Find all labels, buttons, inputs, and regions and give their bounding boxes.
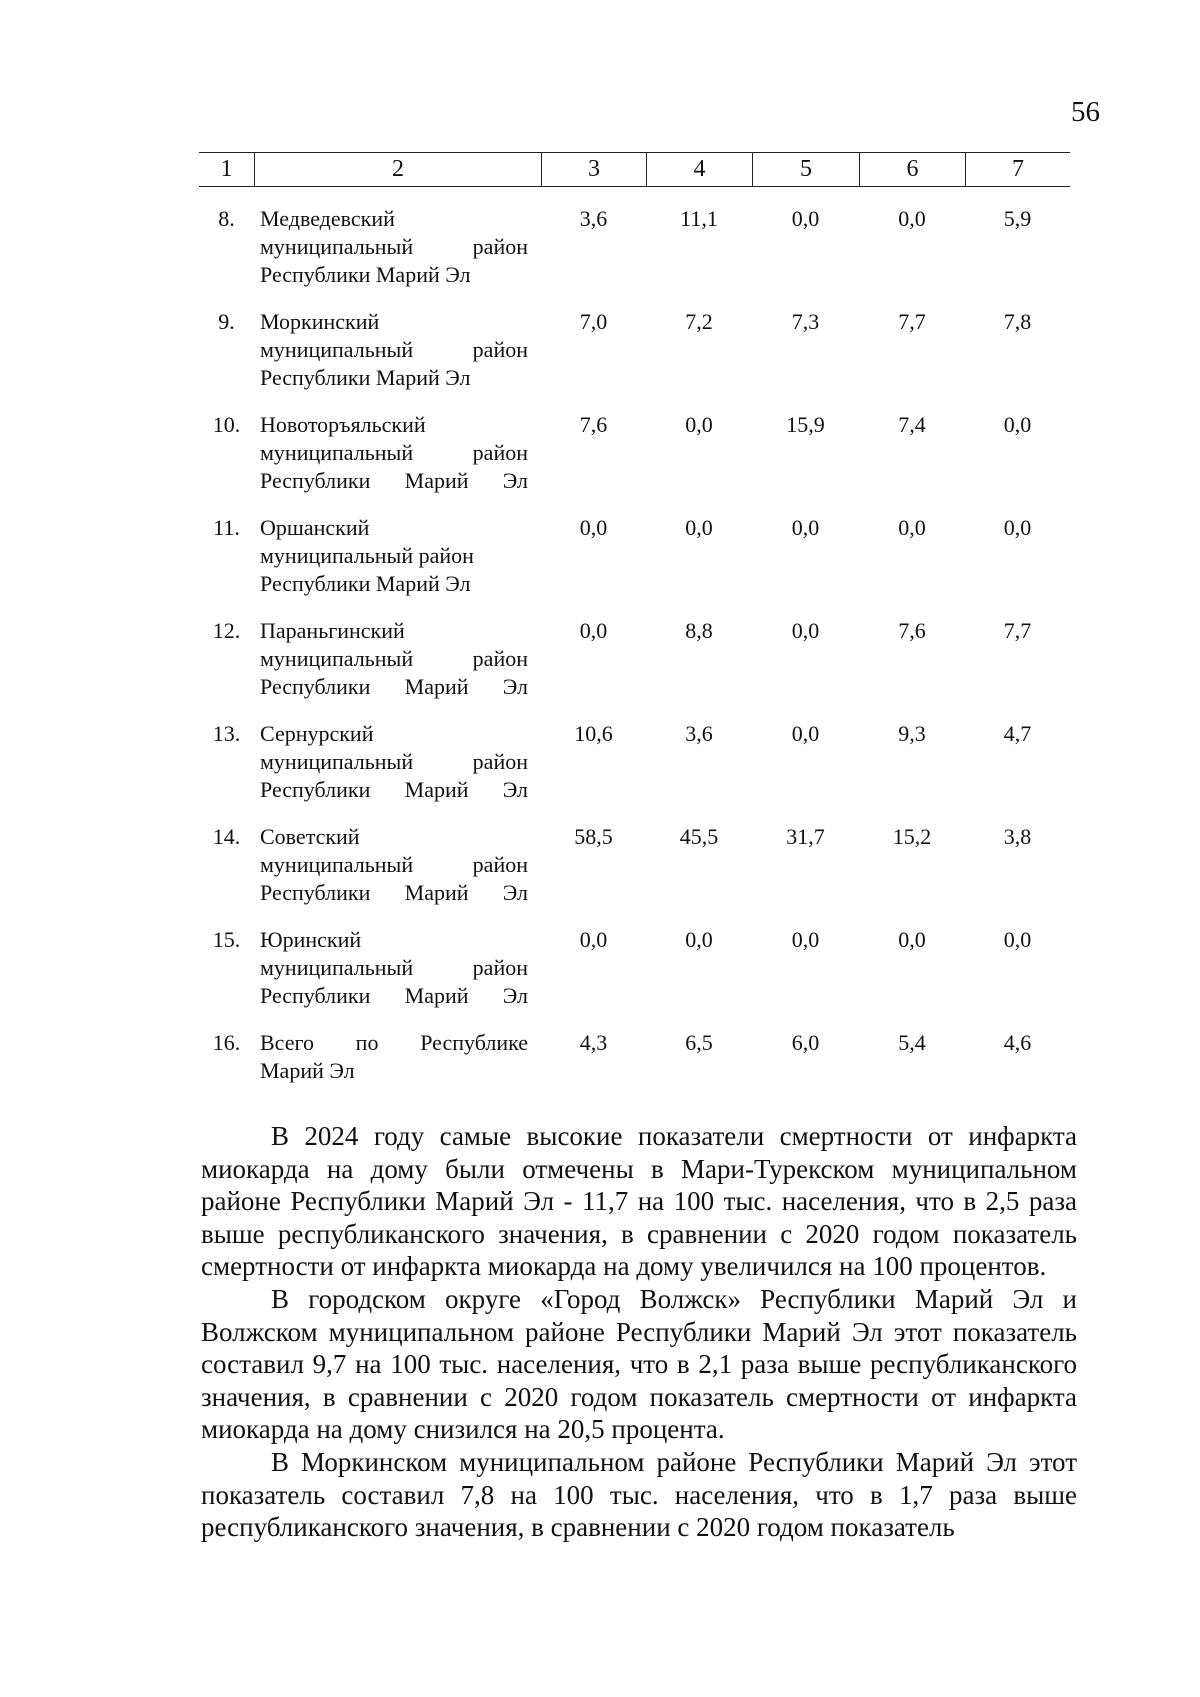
table-row (199, 308, 1070, 411)
district-name-line: муниципальный район (260, 440, 528, 465)
value-cell-col-6: 0,0 (898, 927, 926, 952)
district-name-line: Республики Марий Эл (260, 674, 528, 699)
value-cell-col-7: 4,6 (1003, 1030, 1032, 1055)
district-name-line: муниципальный район (260, 234, 528, 259)
value-cell-col-4: 45,5 (679, 824, 719, 849)
value-cell-col-3: 10,6 (574, 721, 613, 746)
row-number: 12. (212, 618, 241, 643)
district-name-line: муниципальный район (260, 955, 528, 980)
value-cell-col-3: 4,3 (579, 1030, 608, 1055)
value-cell-col-7: 7,7 (1003, 618, 1032, 643)
value-cell-col-6: 9,3 (898, 721, 926, 746)
district-name-line: Республики Марий Эл (260, 571, 471, 596)
value-cell-col-3: 0,0 (579, 927, 608, 952)
value-cell-col-4: 7,2 (685, 309, 713, 334)
paragraph: В 2024 году самые высокие показатели смертности от инфаркта миокарда на дому были отмечены в Мари-Турекском муниципальном районе Республики Марий Эл - 11,7 на 100 тыс. населения, что в 2,5 раза выше республиканского значения, в сравнении с 2020 годом показатель смертности от инфаркта миокарда на дому увеличился на 100 процентов. (201, 1121, 1077, 1282)
district-name-line: Советский (260, 824, 360, 849)
district-name-line: Республики Марий Эл (260, 468, 528, 493)
district-name-line: муниципальный район (260, 852, 528, 877)
district-name (254, 205, 541, 308)
value-cell-col-5: 0,0 (791, 721, 820, 746)
value-cell-col-7: 0,0 (1003, 927, 1032, 952)
table-row (199, 205, 1070, 308)
value-cell-col-6: 0,0 (898, 515, 926, 540)
page-number: 56 (1071, 96, 1100, 128)
row-number: 9. (218, 309, 235, 334)
value-cell-col-7: 4,7 (1003, 721, 1032, 746)
value-cell-col-5: 6,0 (791, 1030, 820, 1055)
value-cell-col-5: 7,3 (791, 309, 820, 334)
district-name-line: Всего по Республике (260, 1030, 528, 1055)
district-name-line: Новоторъяльский (260, 412, 426, 437)
value-cell-col-4: 0,0 (685, 515, 713, 540)
district-name-line: Сернурский (260, 721, 374, 746)
row-number: 13. (212, 721, 241, 746)
value-cell-col-4: 8,8 (685, 618, 713, 643)
value-cell-col-7: 3,8 (1003, 824, 1032, 849)
header-cell-1: 1 (220, 156, 233, 182)
value-cell-col-3: 58,5 (574, 824, 613, 849)
value-cell-col-5: 0,0 (791, 515, 820, 540)
header-cell-5: 5 (752, 153, 859, 186)
value-cell-col-6: 7,6 (898, 618, 926, 643)
district-name-line: Республики Марий Эл (260, 777, 528, 802)
paragraph: В городском округе «Город Волжск» Республики Марий Эл и Волжском муниципальном районе Республики Марий Эл этот показатель составил 9,7 на 100 тыс. населения, что в 2,1 раза выше республиканского значения, в сравнении с 2020 годом показатель смертности от инфаркта миокарда на дому снизился на 20,5 процента. (201, 1283, 1077, 1445)
district-name-line: муниципальный район (260, 749, 528, 774)
district-name-line: Юринский (260, 927, 362, 952)
header-cell-7: 7 (965, 153, 1070, 186)
body-text (201, 1120, 1077, 1544)
value-cell-col-6: 7,4 (898, 412, 926, 437)
header-cell-4: 4 (646, 153, 752, 186)
table-row (199, 926, 1070, 1029)
table-row (199, 1029, 1070, 1132)
row-number: 8. (218, 206, 235, 231)
district-name (254, 1029, 541, 1132)
district-name (254, 308, 541, 411)
district-name-line: муниципальный район (260, 337, 528, 362)
district-name-line: муниципальный район (260, 646, 528, 671)
row-number: 11. (213, 515, 240, 540)
table-row (199, 617, 1070, 720)
table-body (199, 205, 1070, 1132)
value-cell-col-5: 31,7 (786, 824, 825, 849)
district-name-line: Марий Эл (260, 1058, 355, 1083)
district-name-line: Моркинский (260, 309, 380, 334)
district-name-line: Республики Марий Эл (260, 880, 528, 905)
value-cell-col-4: 0,0 (685, 927, 713, 952)
district-name (254, 514, 541, 617)
header-cell-6: 6 (859, 153, 965, 186)
value-cell-col-4: 11,1 (680, 206, 718, 231)
value-cell-col-4: 3,6 (685, 721, 713, 746)
value-cell-col-5: 0,0 (791, 206, 820, 231)
header-cell-3: 3 (541, 153, 646, 186)
value-cell-col-6: 7,7 (898, 309, 926, 334)
district-name (254, 926, 541, 1029)
value-cell-col-7: 0,0 (1003, 515, 1032, 540)
table-row (199, 411, 1070, 514)
district-name (254, 823, 541, 926)
district-name-line: Медведевский (260, 206, 395, 231)
value-cell-col-3: 3,6 (579, 206, 608, 231)
value-cell-col-6: 15,2 (892, 824, 932, 849)
value-cell-col-6: 0,0 (898, 206, 926, 231)
value-cell-col-3: 7,6 (579, 412, 608, 437)
value-cell-col-4: 6,5 (685, 1030, 713, 1055)
row-number: 10. (212, 412, 241, 437)
value-cell-col-7: 0,0 (1003, 412, 1032, 437)
row-number: 15. (212, 927, 241, 952)
table-row (199, 514, 1070, 617)
value-cell-col-3: 0,0 (579, 618, 608, 643)
district-name-line: Республики Марий Эл (260, 365, 471, 390)
value-cell-col-5: 15,9 (786, 412, 825, 437)
district-name-line: Республики Марий Эл (260, 983, 528, 1008)
header-cell-2: 2 (254, 153, 541, 186)
district-name (254, 411, 541, 514)
district-name-line: Республики Марий Эл (260, 262, 471, 287)
district-name-line: Оршанский (260, 515, 370, 540)
value-cell-col-6: 5,4 (898, 1030, 926, 1055)
value-cell-col-3: 0,0 (579, 515, 608, 540)
value-cell-col-4: 0,0 (685, 412, 713, 437)
value-cell-col-5: 0,0 (791, 927, 820, 952)
value-cell-col-3: 7,0 (579, 309, 608, 334)
district-name-line: Параньгинский (260, 618, 405, 643)
district-name (254, 720, 541, 823)
row-number: 14. (212, 824, 241, 849)
district-name (254, 617, 541, 720)
paragraph: В Моркинском муниципальном районе Республики Марий Эл этот показатель составил 7,8 на 100 тыс. населения, что в 1,7 раза выше республиканского значения, в сравнении с 2020 годом показатель (201, 1446, 1077, 1543)
row-number: 16. (212, 1030, 241, 1055)
value-cell-col-7: 7,8 (1003, 309, 1032, 334)
value-cell-col-7: 5,9 (1003, 206, 1032, 231)
table-row (199, 823, 1070, 926)
district-name-line: муниципальный район (260, 543, 474, 568)
value-cell-col-5: 0,0 (791, 618, 820, 643)
table-header (199, 152, 1070, 187)
table-row (199, 720, 1070, 823)
